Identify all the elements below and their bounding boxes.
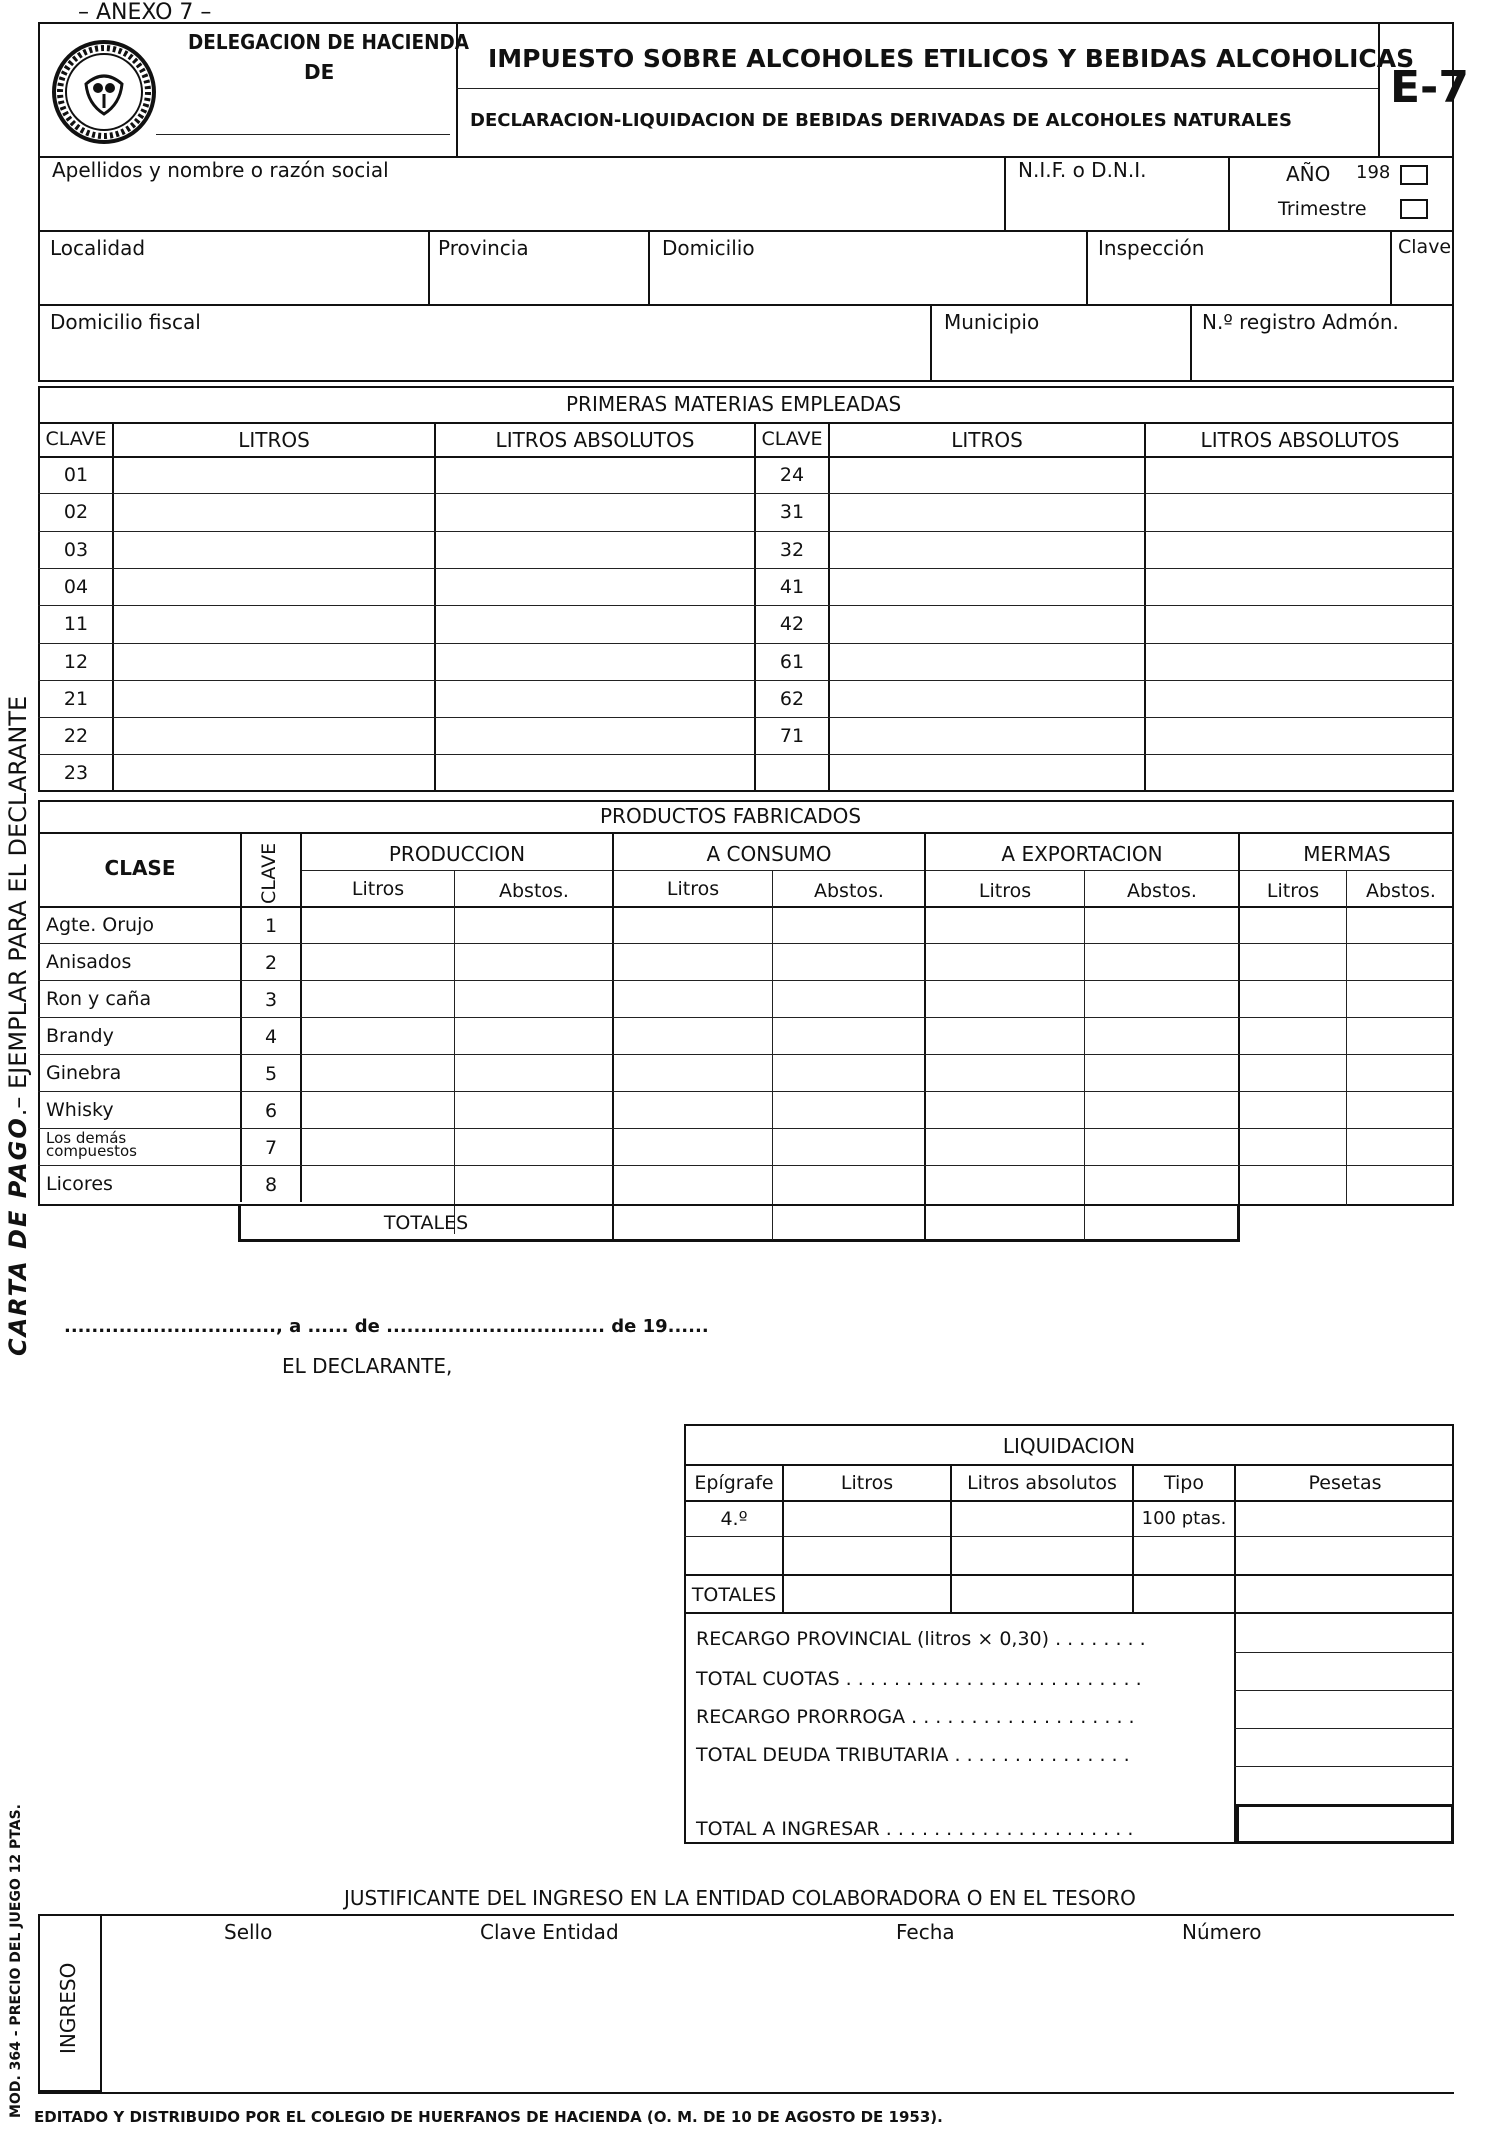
raw-left-abs-field[interactable] [436, 681, 754, 716]
product-quantity-field[interactable] [774, 1166, 924, 1201]
receipt-clave-label: Clave Entidad [480, 1920, 619, 1944]
raw-left-litros-field[interactable] [114, 532, 434, 567]
vertical-carta-label [4, 696, 32, 1356]
raw-right-code: 31 [779, 501, 805, 524]
raw-left-litros-field[interactable] [114, 569, 434, 604]
product-quantity-field[interactable] [1240, 1018, 1346, 1053]
product-quantity-field[interactable] [302, 1018, 454, 1053]
raw-left-abs-field[interactable] [436, 606, 754, 641]
products-title: PRODUCTOS FABRICADOS [600, 804, 862, 828]
product-quantity-field[interactable] [614, 1129, 772, 1164]
product-clave-code: 8 [264, 1174, 278, 1196]
receipt-side-label: INGRESO [56, 1962, 80, 2054]
raw-right-code: 41 [779, 575, 805, 598]
raw-materials-title: PRIMERAS MATERIAS EMPLEADAS [566, 392, 902, 416]
raw-right-litros-field[interactable] [830, 494, 1144, 529]
mermas-abs-header: Abstos. [1366, 880, 1436, 902]
product-quantity-field[interactable] [926, 1055, 1084, 1090]
product-quantity-field[interactable] [1086, 1092, 1238, 1127]
raw-left-clave-header: CLAVE [45, 428, 107, 450]
product-quantity-field[interactable] [774, 981, 924, 1016]
product-quantity-field[interactable] [1348, 1018, 1454, 1053]
product-quantity-field[interactable] [614, 1018, 772, 1053]
municipality-field[interactable] [932, 334, 1188, 380]
group-exportacion-header: A EXPORTACION [1001, 842, 1163, 866]
delegation-line [156, 134, 450, 135]
product-class-label: Ron y caña [46, 988, 152, 1010]
product-quantity-field[interactable] [302, 1055, 454, 1090]
raw-left-litros-field[interactable] [114, 681, 434, 716]
product-quantity-field[interactable] [1240, 981, 1346, 1016]
form-title: IMPUESTO SOBRE ALCOHOLES ETILICOS Y BEBIDAS ALCOHOLICAS [488, 44, 1415, 73]
product-quantity-field[interactable] [1348, 981, 1454, 1016]
raw-left-code: 21 [63, 687, 89, 710]
product-quantity-field[interactable] [1086, 907, 1238, 942]
product-quantity-field[interactable] [1348, 907, 1454, 942]
product-class-label: Licores [46, 1173, 113, 1195]
quarter-checkbox[interactable] [1400, 199, 1428, 219]
total-deuda-label: TOTAL DEUDA TRIBUTARIA . . . . . . . . . . . . . . . [696, 1744, 1130, 1766]
nif-field[interactable] [1006, 182, 1226, 228]
product-quantity-field[interactable] [614, 981, 772, 1016]
form-code: E-7 [1390, 62, 1469, 113]
product-quantity-field[interactable] [1240, 1092, 1346, 1127]
raw-right-code: 32 [779, 538, 805, 561]
product-quantity-field[interactable] [774, 907, 924, 942]
raw-left-litros-field[interactable] [114, 718, 434, 753]
liquidation-title: LIQUIDACION [1002, 1434, 1136, 1458]
raw-left-abs-field[interactable] [436, 457, 754, 492]
locality-field[interactable] [40, 260, 426, 302]
raw-right-abs-field[interactable] [1146, 457, 1452, 492]
product-quantity-field[interactable] [614, 1092, 772, 1127]
raw-right-code: 42 [779, 613, 805, 636]
raw-left-code: 04 [63, 575, 89, 598]
total-ingresar-label: TOTAL A INGRESAR . . . . . . . . . . . . . . . . . . . . . [696, 1818, 1134, 1840]
receipt-numero-label: Número [1182, 1920, 1262, 1944]
product-quantity-field[interactable] [926, 1166, 1084, 1201]
form-subtitle: DECLARACION-LIQUIDACION DE BEBIDAS DERIVADAS DE ALCOHOLES NATURALES [470, 110, 1292, 131]
product-quantity-field[interactable] [456, 944, 612, 979]
product-class-label: Whisky [46, 1099, 114, 1121]
raw-left-abs-field[interactable] [436, 532, 754, 567]
product-class-label: Brandy [46, 1025, 114, 1047]
recargo-provincial-label: RECARGO PROVINCIAL (litros × 0,30) . . . . . . . . [696, 1628, 1146, 1650]
registry-label: N.º registro Admón. [1202, 310, 1399, 334]
product-quantity-field[interactable] [614, 1166, 772, 1201]
product-class-label: Ginebra [46, 1062, 122, 1084]
products-clave-header: CLAVE [258, 842, 280, 904]
raw-right-litros-field[interactable] [830, 681, 1144, 716]
product-quantity-field[interactable] [1348, 1092, 1454, 1127]
delegation-de-label: DE [304, 60, 335, 84]
product-quantity-field[interactable] [1240, 1129, 1346, 1164]
declarant-label: EL DECLARANTE, [282, 1354, 453, 1378]
product-quantity-field[interactable] [302, 944, 454, 979]
group-consumo-header: A CONSUMO [706, 842, 832, 866]
raw-right-clave-header: CLAVE [761, 428, 823, 450]
product-clave-code: 1 [264, 915, 278, 937]
date-line[interactable]: ..............................., a ...... de ................................ de 19...... [64, 1316, 709, 1337]
raw-right-abs-field[interactable] [1146, 755, 1452, 790]
raw-left-abs-field[interactable] [436, 494, 754, 529]
product-quantity-field[interactable] [1086, 944, 1238, 979]
product-clave-code: 5 [264, 1063, 278, 1085]
product-quantity-field[interactable] [456, 1166, 612, 1201]
product-quantity-field[interactable] [774, 1018, 924, 1053]
product-quantity-field[interactable] [302, 981, 454, 1016]
product-clave-code: 4 [264, 1026, 278, 1048]
delegation-label: DELEGACION DE HACIENDA [188, 30, 470, 54]
product-quantity-field[interactable] [926, 1018, 1084, 1053]
product-quantity-field[interactable] [1240, 944, 1346, 979]
carta-de-pago-text: CARTA DE PAGO [4, 1116, 32, 1356]
raw-right-abs-field[interactable] [1146, 681, 1452, 716]
product-quantity-field[interactable] [926, 944, 1084, 979]
liq-row1-abs-field[interactable] [952, 1502, 1130, 1534]
product-quantity-field[interactable] [614, 907, 772, 942]
product-quantity-field[interactable] [302, 907, 454, 942]
produccion-litros-header: Litros [351, 878, 405, 900]
product-quantity-field[interactable] [926, 1129, 1084, 1164]
raw-left-abs-field[interactable] [436, 718, 754, 753]
municipality-label: Municipio [944, 310, 1040, 334]
product-quantity-field[interactable] [1240, 1166, 1346, 1201]
nif-label: N.I.F. o D.N.I. [1018, 158, 1147, 182]
address-field[interactable] [650, 260, 1084, 302]
product-class-label: Los demás compuestos [46, 1129, 137, 1160]
year-prefix: 198 [1356, 162, 1391, 183]
raw-left-litros-field[interactable] [114, 755, 434, 790]
consumo-litros-header: Litros [666, 878, 720, 900]
product-quantity-field[interactable] [302, 1092, 454, 1127]
product-quantity-field[interactable] [456, 1055, 612, 1090]
raw-right-abs-header: LITROS ABSOLUTOS [1200, 428, 1400, 452]
raw-right-code: 62 [779, 687, 805, 710]
product-quantity-field[interactable] [456, 1092, 612, 1127]
year-label: AÑO [1286, 162, 1331, 186]
inspection-field[interactable] [1088, 260, 1388, 302]
receipt-fecha-label: Fecha [896, 1920, 955, 1944]
year-checkbox[interactable] [1400, 165, 1428, 185]
raw-right-abs-field[interactable] [1146, 532, 1452, 567]
raw-right-litros-field[interactable] [830, 532, 1144, 567]
model-price-label: MOD. 364 - PRECIO DEL JUEGO 12 PTAS. [8, 1804, 24, 2118]
locality-label: Localidad [50, 236, 146, 260]
exportacion-abs-header: Abstos. [1127, 880, 1197, 902]
raw-left-litros-field[interactable] [114, 644, 434, 679]
product-quantity-field[interactable] [456, 1129, 612, 1164]
product-quantity-field[interactable] [1086, 1166, 1238, 1201]
product-quantity-field[interactable] [456, 981, 612, 1016]
liq-row1-epigrafe: 4.º [720, 1508, 748, 1530]
receipt-title: JUSTIFICANTE DEL INGRESO EN LA ENTIDAD COLABORADORA O EN EL TESORO [344, 1886, 1136, 1910]
name-label: Apellidos y nombre o razón social [52, 158, 389, 182]
product-quantity-field[interactable] [774, 1129, 924, 1164]
raw-left-code: 22 [63, 725, 89, 748]
liq-epigrafe-header: Epígrafe [694, 1472, 774, 1494]
product-quantity-field[interactable] [302, 1166, 454, 1201]
quarter-label: Trimestre [1278, 198, 1367, 220]
product-clave-code: 7 [264, 1137, 278, 1159]
product-quantity-field[interactable] [1348, 1166, 1454, 1201]
receipt-entry-area[interactable] [104, 1946, 1454, 2090]
raw-right-litros-field[interactable] [830, 644, 1144, 679]
raw-right-litros-field[interactable] [830, 718, 1144, 753]
raw-right-code: 71 [779, 725, 805, 748]
product-class-label: Anisados [46, 951, 132, 973]
product-quantity-field[interactable] [774, 944, 924, 979]
raw-left-litros-header: LITROS [238, 428, 310, 452]
product-quantity-field[interactable] [1240, 1055, 1346, 1090]
product-quantity-field[interactable] [926, 1092, 1084, 1127]
product-quantity-field[interactable] [302, 1129, 454, 1164]
raw-left-code: 23 [63, 762, 89, 785]
raw-left-litros-field[interactable] [114, 606, 434, 641]
fiscal-address-field[interactable] [40, 334, 928, 380]
liq-row1-tipo: 100 ptas. [1141, 1508, 1227, 1529]
product-quantity-field[interactable] [774, 1055, 924, 1090]
product-quantity-field[interactable] [456, 907, 612, 942]
group-mermas-header: MERMAS [1303, 842, 1391, 866]
raw-left-litros-field[interactable] [114, 494, 434, 529]
raw-right-abs-field[interactable] [1146, 494, 1452, 529]
fiscal-address-label: Domicilio fiscal [50, 310, 201, 334]
liq-pesetas-header: Pesetas [1308, 1472, 1382, 1494]
province-label: Provincia [438, 236, 529, 260]
raw-right-abs-field[interactable] [1146, 718, 1452, 753]
group-produccion-header: PRODUCCION [388, 842, 526, 866]
liq-row1-litros-field[interactable] [784, 1502, 948, 1534]
raw-left-code: 11 [63, 613, 89, 636]
product-quantity-field[interactable] [926, 907, 1084, 942]
product-class-label: Agte. Orujo [46, 914, 154, 936]
raw-left-litros-field[interactable] [114, 457, 434, 492]
mermas-litros-header: Litros [1266, 880, 1320, 902]
product-quantity-field[interactable] [614, 944, 772, 979]
liq-tipo-header: Tipo [1164, 1472, 1204, 1494]
raw-left-code: 03 [63, 538, 89, 561]
product-quantity-field[interactable] [1348, 1129, 1454, 1164]
product-clave-code: 6 [264, 1100, 278, 1122]
product-quantity-field[interactable] [1086, 1129, 1238, 1164]
raw-right-litros-field[interactable] [830, 457, 1144, 492]
raw-right-abs-field[interactable] [1146, 644, 1452, 679]
product-clave-code: 2 [264, 952, 278, 974]
raw-left-abs-field[interactable] [436, 755, 754, 790]
raw-right-litros-field[interactable] [830, 606, 1144, 641]
address-label: Domicilio [662, 236, 755, 260]
raw-right-abs-field[interactable] [1146, 569, 1452, 604]
footer-text: EDITADO Y DISTRIBUIDO POR EL COLEGIO DE HUERFANOS DE HACIENDA (O. M. DE 10 DE AGOSTO DE 1953). [34, 2108, 943, 2126]
products-clase-header: CLASE [104, 856, 176, 880]
province-field[interactable] [430, 260, 646, 302]
product-quantity-field[interactable] [1348, 944, 1454, 979]
product-quantity-field[interactable] [1086, 1018, 1238, 1053]
name-field[interactable] [40, 182, 1002, 228]
raw-right-code: 61 [779, 650, 805, 673]
exportacion-litros-header: Litros [978, 880, 1032, 902]
consumo-abs-header: Abstos. [814, 880, 884, 902]
raw-right-litros-field[interactable] [830, 755, 1144, 790]
raw-left-code: 12 [63, 650, 89, 673]
raw-left-code: 02 [63, 501, 89, 524]
product-quantity-field[interactable] [1348, 1055, 1454, 1090]
total-ingresar-field[interactable] [1236, 1804, 1454, 1844]
raw-right-litros-header: LITROS [951, 428, 1023, 452]
annex-label: – ANEXO 7 – [78, 0, 212, 25]
produccion-abs-header: Abstos. [499, 880, 569, 902]
product-quantity-field[interactable] [1086, 1055, 1238, 1090]
code-label: Clave [1398, 236, 1452, 258]
total-cuotas-label: TOTAL CUOTAS . . . . . . . . . . . . . . . . . . . . . . . . . [696, 1668, 1142, 1690]
product-quantity-field[interactable] [614, 1055, 772, 1090]
raw-right-abs-field[interactable] [1146, 606, 1452, 641]
product-quantity-field[interactable] [1086, 981, 1238, 1016]
raw-left-code: 01 [63, 464, 89, 486]
raw-right-code: 24 [779, 464, 805, 486]
product-quantity-field[interactable] [774, 1092, 924, 1127]
hacienda-seal-logo [50, 38, 158, 146]
product-clave-code: 3 [264, 989, 278, 1011]
ejemplar-text: .– EJEMPLAR PARA EL DECLARANTE [4, 695, 32, 1117]
liq-abs-header: Litros absolutos [967, 1472, 1117, 1494]
liq-totals-label: TOTALES [691, 1584, 777, 1606]
raw-left-abs-header: LITROS ABSOLUTOS [495, 428, 695, 452]
product-quantity-field[interactable] [456, 1018, 612, 1053]
raw-left-abs-field[interactable] [436, 644, 754, 679]
product-quantity-field[interactable] [1240, 907, 1346, 942]
inspection-label: Inspección [1098, 236, 1205, 260]
raw-right-litros-field[interactable] [830, 569, 1144, 604]
liq-litros-header: Litros [840, 1472, 894, 1494]
products-totals-label: TOTALES [383, 1212, 469, 1234]
receipt-sello-label: Sello [224, 1920, 273, 1944]
recargo-prorroga-label: RECARGO PRORROGA . . . . . . . . . . . . . . . . . . . [696, 1706, 1135, 1728]
raw-left-abs-field[interactable] [436, 569, 754, 604]
liq-row1-pesetas-field[interactable] [1236, 1502, 1452, 1534]
product-quantity-field[interactable] [926, 981, 1084, 1016]
